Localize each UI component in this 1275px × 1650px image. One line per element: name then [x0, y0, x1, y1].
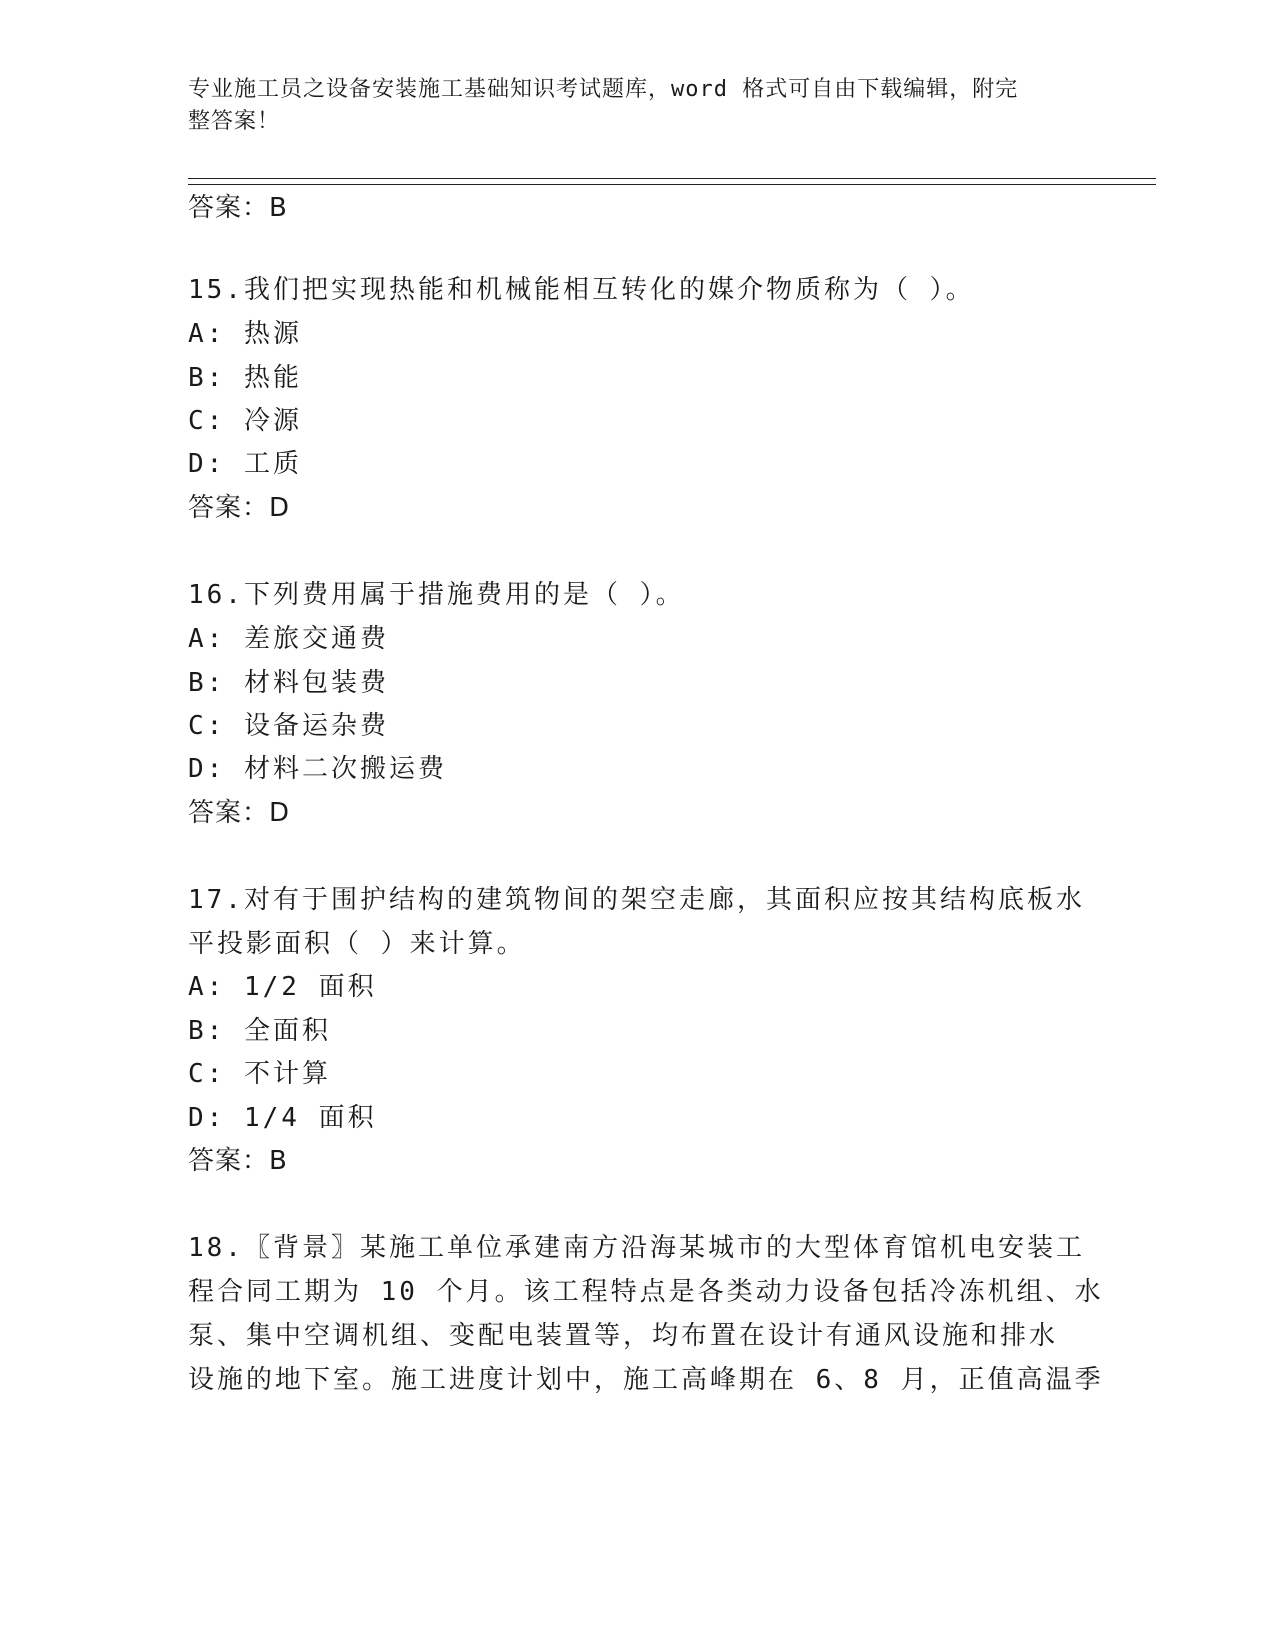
question-15-option-a: A: 热源	[188, 319, 302, 349]
header-divider-top	[188, 178, 1156, 179]
header-line-2: 整答案！	[188, 109, 281, 134]
question-18-text-line-3: 泵、集中空调机组、变配电装置等，均布置在设计有通风设施和排水	[188, 1321, 1059, 1351]
question-17-option-a: A: 1/2 面积	[188, 972, 377, 1002]
question-17-option-d: D: 1/4 面积	[188, 1103, 377, 1133]
question-17-text-line-2: 平投影面积（ ）来计算。	[188, 929, 526, 959]
question-15-text: 15.我们把实现热能和机械能相互转化的媒介物质称为（ ）。	[188, 275, 975, 305]
question-16-option-a: A: 差旅交通费	[188, 624, 389, 654]
question-18-text-line-2: 程合同工期为 10 个月。该工程特点是各类动力设备包括冷冻机组、水	[188, 1277, 1104, 1307]
question-15-option-c: C: 冷源	[188, 406, 302, 436]
question-17-option-b: B: 全面积	[188, 1016, 331, 1046]
question-18-text-line-1: 18.〖背景〗某施工单位承建南方沿海某城市的大型体育馆机电安装工	[188, 1233, 1085, 1263]
header-divider-bottom	[188, 184, 1156, 185]
question-17-answer: 答案：B	[188, 1146, 288, 1176]
question-16-option-c: C: 设备运杂费	[188, 711, 389, 741]
question-16-option-b: B: 材料包装费	[188, 668, 389, 698]
question-17-option-c: C: 不计算	[188, 1059, 331, 1089]
question-15-answer: 答案：D	[188, 493, 291, 523]
document-header	[188, 74, 1088, 138]
question-17-text-line-1: 17.对有于围护结构的建筑物间的架空走廊，其面积应按其结构底板水	[188, 885, 1085, 915]
question-16-option-d: D: 材料二次搬运费	[188, 754, 447, 784]
question-16-text: 16.下列费用属于措施费用的是（ ）。	[188, 580, 685, 610]
question-18-text-line-4: 设施的地下室。施工进度计划中，施工高峰期在 6、8 月，正值高温季	[188, 1365, 1104, 1395]
question-15-option-b: B: 热能	[188, 363, 302, 393]
answer-prev: 答案：B	[188, 193, 288, 223]
question-15-option-d: D: 工质	[188, 449, 302, 479]
question-16-answer: 答案：D	[188, 798, 291, 828]
header-line-1: 专业施工员之设备安装施工基础知识考试题库，word 格式可自由下载编辑，附完	[188, 77, 1019, 102]
